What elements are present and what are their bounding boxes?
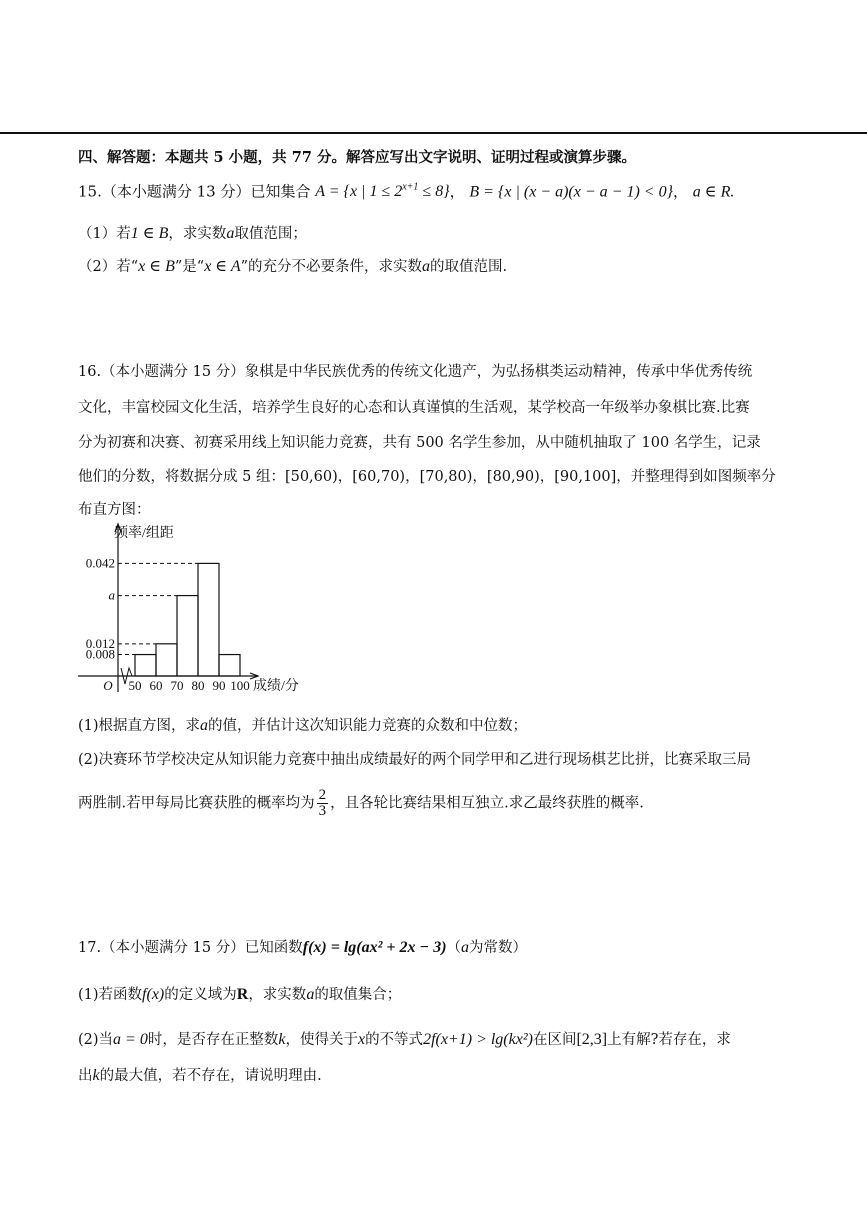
x-axis-title: 成绩/分	[253, 679, 299, 694]
x-tick-label: 80	[191, 678, 205, 693]
q16-line-3: 分为初赛和决赛、初赛采用线上知识能力竞赛，共有 500 名学生参加，从中随机抽取了 100 名学生，记录	[78, 435, 761, 451]
q15-part2: （2）若“x ∈ B”是“x ∈ A”的充分不必要条件，求实数a的取值范围.	[78, 258, 508, 275]
q16-line-4: 他们的分数，将数据分成 5 组：[50,60)，[60,70)，[70,80)，[80,90)，[90,100]，并整理得到如图频率分	[78, 469, 776, 485]
origin-label: O	[103, 678, 113, 693]
q15-condition: a ∈ R.	[692, 183, 735, 201]
histogram-bar	[135, 655, 156, 676]
y-axis-title: 频率/组距	[114, 526, 174, 541]
q16-line-1: 16.（本小题满分 15 分）象棋是中华民族优秀的传统文化遗产，为弘扬棋类运动精神，传承中华优秀传统	[78, 364, 753, 380]
section-title: 四、解答题：本题共 5 小题，共 77 分。解答应写出文字说明、证明过程或演算步骤。	[78, 149, 636, 166]
q15-head: 15.（本小题满分 13 分）已知集合	[78, 182, 311, 201]
y-tick-label: 0.042	[85, 555, 115, 571]
q17-part2-line2: 出k的最大值，若不存在，请说明理由.	[78, 1067, 322, 1084]
q15-part1: （1）若1 ∈ B，求实数a取值范围；	[78, 225, 307, 242]
q17-part2-line1: (2)当a = 0时，是否存在正整数k，使得关于x的不等式2f(x+1) > lg(kx²)在区间[2,3]上有解?若存在，求	[78, 1031, 731, 1048]
q15-statement: 15.（本小题满分 13 分）已知集合 A = {x | $1 \le 2^{x+1} \le 8$}， B = {x | (x − a)(x − a − 1) < 0}， a ∈ R.	[78, 182, 735, 201]
q16-part1: (1)根据直方图，求a的值，并估计这次知识能力竞赛的众数和中位数；	[78, 717, 528, 734]
q17-function: f(x) = lg(ax² + 2x − 3)	[302, 939, 447, 956]
y-tick-label: 0.008	[85, 646, 115, 662]
q16-part2-line1: (2)决赛环节学校决定从知识能力竞赛中抽出成绩最好的两个同学甲和乙进行现场棋艺比拼，比赛采取三局	[78, 752, 752, 768]
y-tick-label: 0.012	[85, 635, 115, 651]
histogram-bar	[156, 644, 177, 676]
q17-statement: 17.（本小题满分 15 分）已知函数f(x) = lg(ax² + 2x − 3)（a为常数）	[78, 939, 528, 956]
histogram-bar	[198, 563, 219, 676]
q15-setB: B = {x | (x − a)(x − a − 1) < 0}	[469, 183, 673, 201]
q16-line-5: 布直方图：	[78, 502, 151, 518]
q16-line-2: 文化，丰富校园文化生活，培养学生良好的心态和认真谨慎的生活观，某学校高一年级举办象棋比赛.比赛	[78, 400, 750, 416]
fraction-two-thirds: $\frac{2}{3}$	[318, 787, 327, 819]
x-tick-label: 50	[128, 678, 142, 693]
x-tick-label: 100	[230, 678, 250, 693]
q16-part2-line2: 两胜制.若甲每局比赛获胜的概率均为 $\frac{2}{3}$ ，且各轮比赛结果相互独立.求乙最终获胜的概率.	[78, 787, 644, 819]
histogram-bar	[177, 596, 198, 676]
q15-setA: A = {x | $1 \le 2^{x+1} \le 8$}	[315, 182, 450, 201]
x-tick-label: 60	[149, 678, 163, 693]
x-tick-label: 90	[212, 678, 226, 693]
header-rule	[0, 132, 867, 134]
histogram-bar	[219, 655, 240, 676]
y-tick-label: a	[108, 587, 115, 603]
x-tick-label: 70	[170, 678, 184, 693]
frequency-histogram	[70, 520, 340, 700]
q17-part1: (1)若函数f(x)的定义域为R，求实数a的取值集合；	[78, 986, 402, 1003]
